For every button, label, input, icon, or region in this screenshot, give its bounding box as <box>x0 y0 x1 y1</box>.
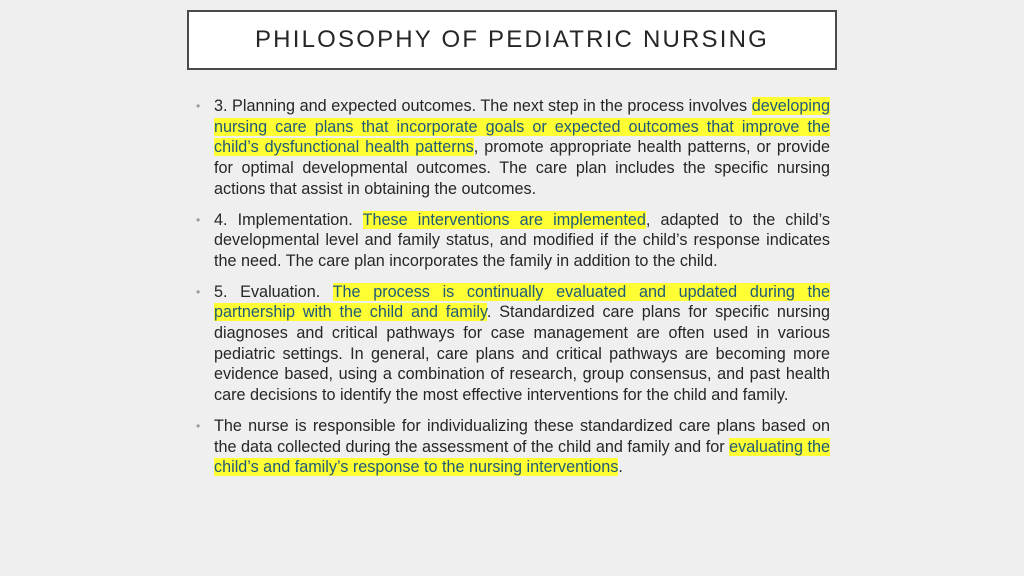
bullet-text: , adapted to the child’s developmental level and family status, and modified if the child’s response indicates the need. The care plan incorporates the family in addition to the child. <box>214 210 831 270</box>
bullet-dot-icon: • <box>196 284 201 299</box>
bullet-dot-icon: • <box>196 418 201 433</box>
bullet-list <box>194 96 830 488</box>
bullet-text: 3. Planning and expected outcomes. The next step in the process involves <box>214 97 752 115</box>
bullet-text: 4. Implementation. <box>214 210 363 229</box>
bullet-dot-icon: • <box>196 99 201 113</box>
bullet-evaluation <box>194 282 830 406</box>
highlighted-text: These interventions are implemented <box>362 210 646 229</box>
highlighted-text: The process is continually evaluated and updated during the partnership with the child and family <box>214 282 831 322</box>
bullet-text: , promote appropriate health patterns, or provide for optimal developmental outcomes. The care plan includes the specific nursing actions that assist in obtaining the outcomes. <box>214 138 830 198</box>
bullet-nurse-responsibility <box>194 416 830 478</box>
bullet-implementation <box>194 210 830 272</box>
bullet-text: . <box>618 458 623 477</box>
highlighted-text: evaluating the child’s and family’s response to the nursing interventions <box>214 437 830 477</box>
bullet-planning <box>194 96 830 200</box>
bullet-text: The nurse is responsible for individualizing these standardized care plans based on the data collected during the assessment of the child and family and for <box>214 416 830 456</box>
bullet-text: . Standardized care plans for specific nursing diagnoses and critical pathways for case management are often used in various pediatric settings. In general, care plans and critical pathways are becoming more evidence based, using a combination of research, group consensus, and past health care decisions to identify the most effective interventions for the child and family. <box>214 303 830 405</box>
highlighted-text: developing nursing care plans that incorporate goals or expected outcomes that improve the child’s dysfunctional health patterns <box>214 97 830 157</box>
title-box <box>187 10 837 70</box>
bullet-text: 5. Evaluation. <box>214 282 333 301</box>
bullet-dot-icon: • <box>196 212 201 227</box>
page-title: PHILOSOPHY OF PEDIATRIC NURSING <box>254 26 770 53</box>
